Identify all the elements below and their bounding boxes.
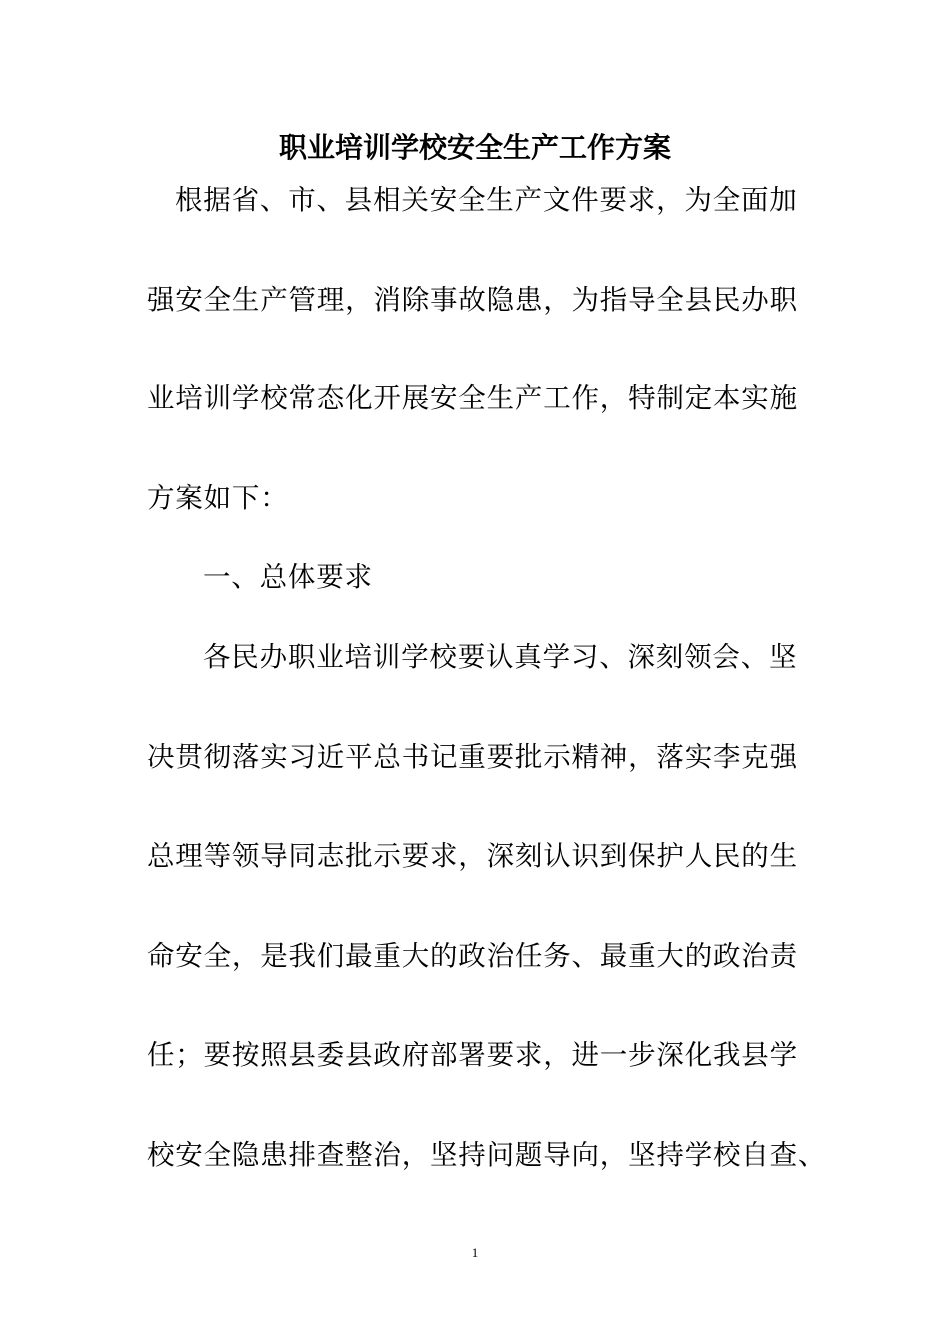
paragraph-line-10: 任；要按照县委县政府部署要求，进一步深化我县学 [147,1039,798,1071]
paragraph-line-1: 根据省、市、县相关安全生产文件要求，为全面加 [175,184,798,216]
paragraph-line-8: 总理等领导同志批示要求，深刻认识到保护人民的生 [147,840,798,872]
paragraph-line-3: 业培训学校常态化开展安全生产工作，特制定本实施 [147,382,798,414]
paragraph-line-4: 方案如下： [147,482,289,514]
paragraph-line-6: 各民办职业培训学校要认真学习、深刻领会、坚 [203,641,798,673]
paragraph-line-7: 决贯彻落实习近平总书记重要批示精神，落实李克强 [147,741,798,773]
paragraph-line-2: 强安全生产管理，消除事故隐患，为指导全县民办职 [147,284,798,316]
section-heading: 一、总体要求 [203,561,373,593]
page-number: 1 [471,1245,479,1260]
document-title: 职业培训学校安全生产工作方案 [278,131,671,164]
paragraph-line-9: 命安全，是我们最重大的政治任务、最重大的政治责 [147,940,798,972]
paragraph-line-11: 校安全隐患排查整治，坚持问题导向，坚持学校自查、 [147,1139,827,1171]
